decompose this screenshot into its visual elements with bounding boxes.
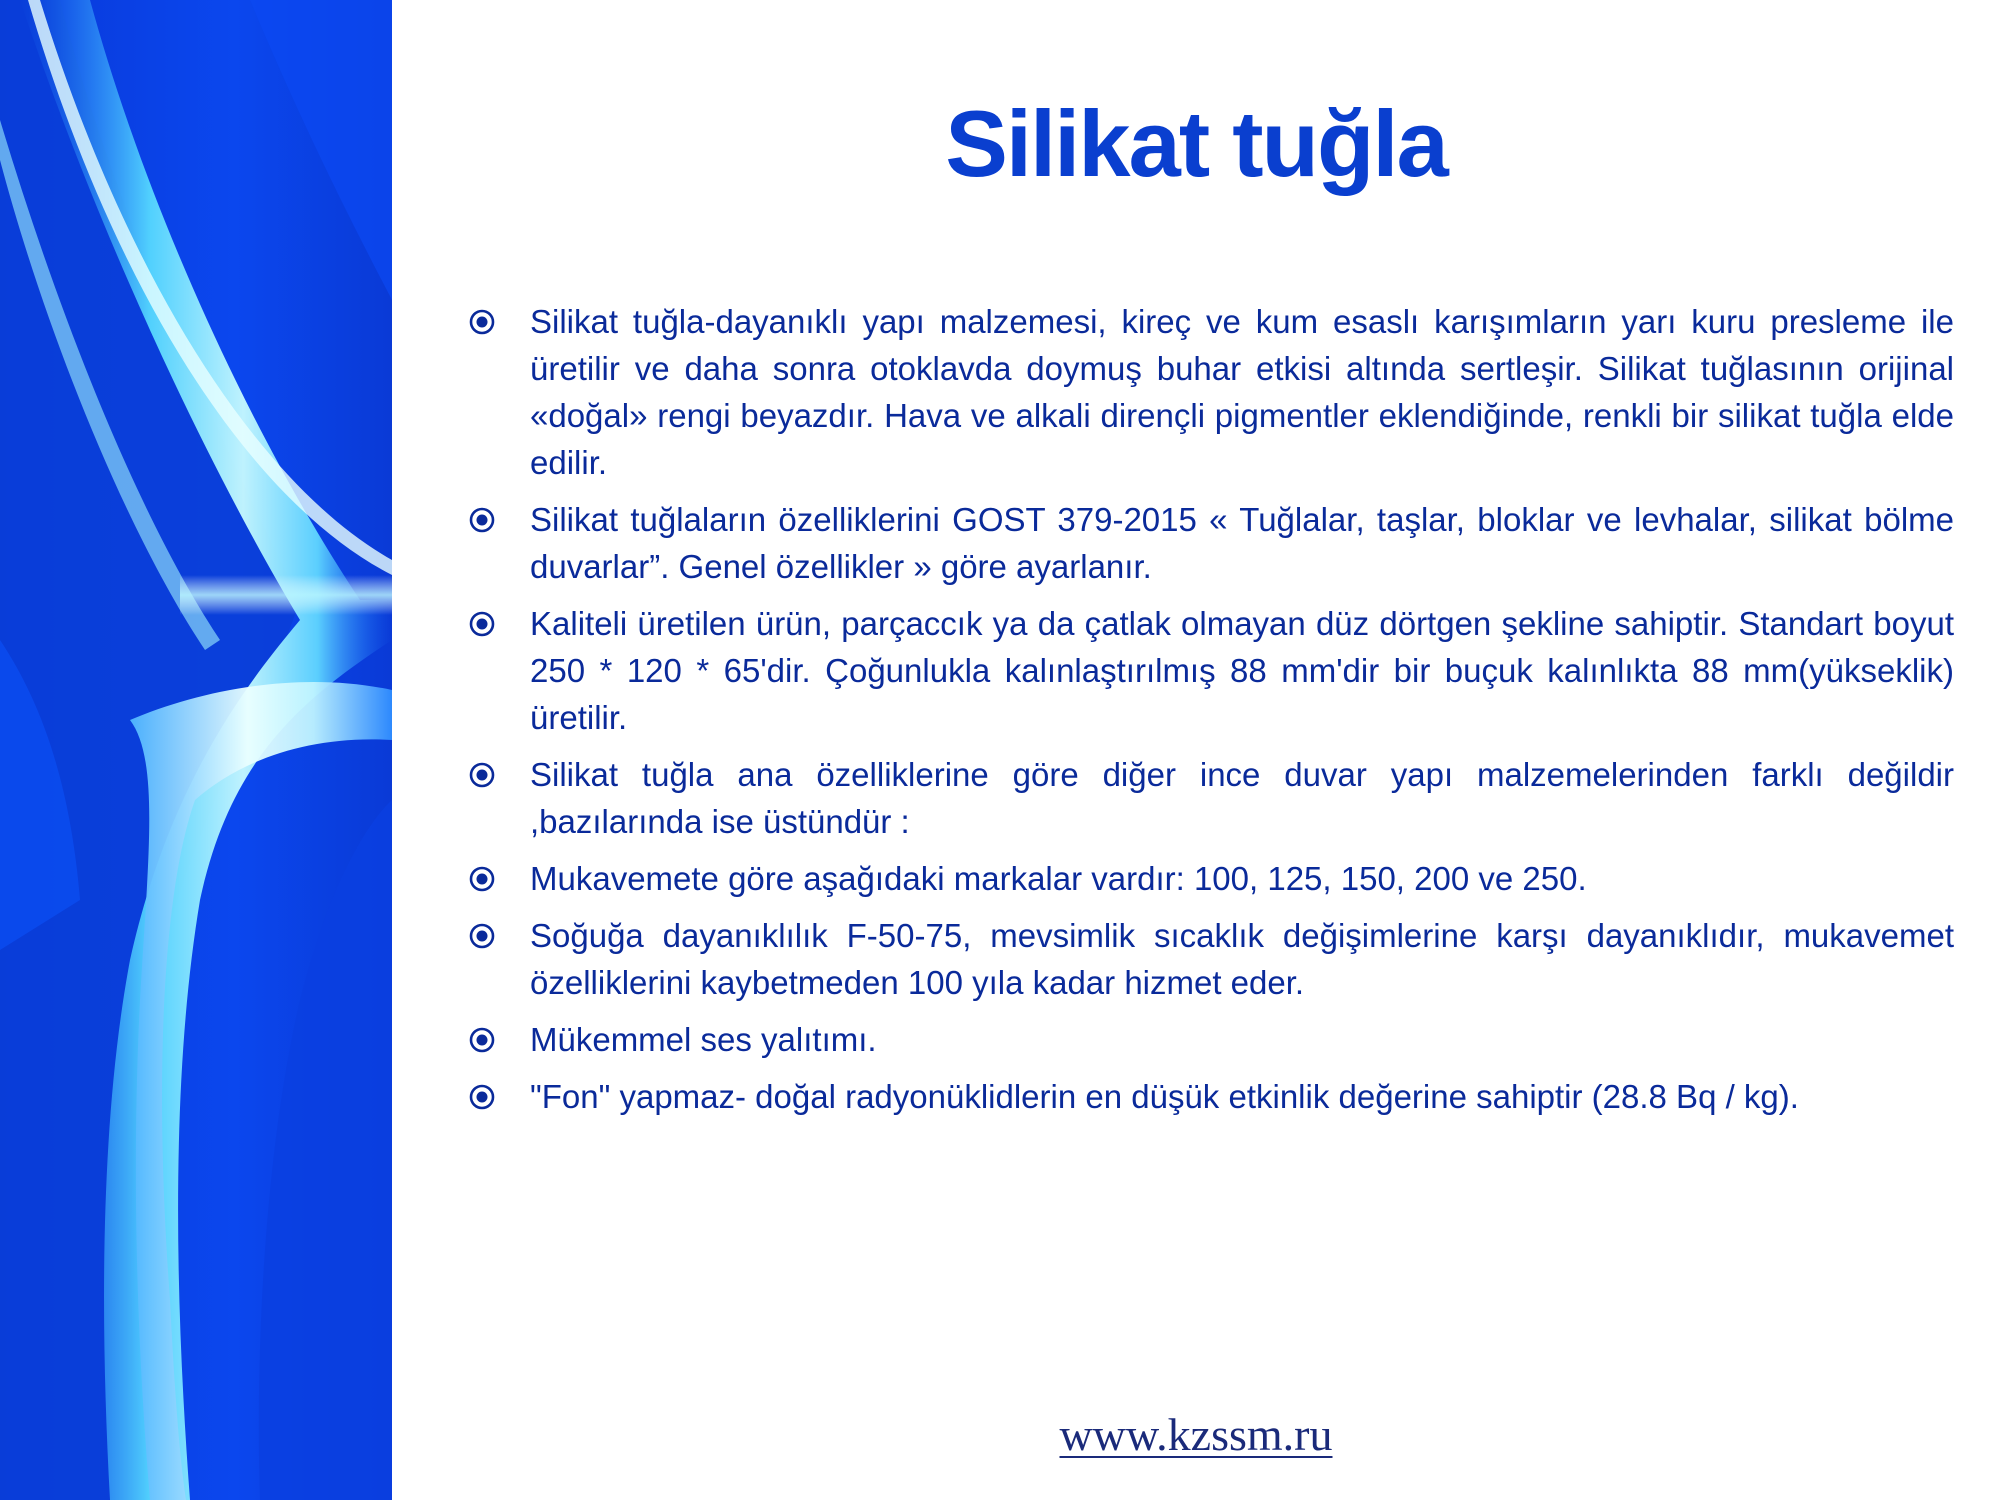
list-item — [468, 1073, 1954, 1120]
circled-dot-icon — [468, 298, 530, 345]
list-item — [468, 1016, 1954, 1063]
list-item — [468, 855, 1954, 902]
decorative-curtain-image — [0, 0, 392, 1500]
bullet-list — [468, 298, 1954, 1130]
list-item — [468, 496, 1954, 590]
list-item — [468, 600, 1954, 741]
circled-dot-icon — [468, 912, 530, 959]
circled-dot-icon — [468, 600, 530, 647]
slide-title: Silikat tuğla — [945, 91, 1447, 196]
circled-dot-icon — [468, 496, 530, 543]
bullet-text: Soğuğa dayanıklılık F-50-75, mevsimlik sıcaklık değişimlerine karşı dayanıklıdır, mukavemet özelliklerini kaybetmeden 100 yıla kadar hizmet eder. — [530, 917, 1954, 1001]
footer-website-link[interactable]: www.kzssm.ru — [1059, 1409, 1333, 1460]
bullet-text: Silikat tuğla ana özelliklerine göre diğer ince duvar yapı malzemelerinden farklı değildir ,bazılarında ise üstündür : — [530, 756, 1954, 840]
list-item — [468, 912, 1954, 1006]
bullet-text: "Fon" yapmaz- doğal radyonüklidlerin en düşük etkinlik değerine sahiptir (28.8 Bq / kg). — [530, 1078, 1799, 1115]
bullet-text: Silikat tuğla-dayanıklı yapı malzemesi, kireç ve kum esaslı karışımların yarı kuru presleme ile üretilir ve daha sonra otoklavda doymuş buhar etkisi altında sertleşir. Silikat tuğlasının orijinal «doğal» rengi beyazdır. Hava ve alkali dirençli pigmentler eklendiğinde, renkli bir silikat tuğla elde edilir. — [530, 303, 1954, 481]
bullet-text: Kaliteli üretilen ürün, parçaccık ya da çatlak olmayan düz dörtgen şekline sahiptir. Standart boyut 250 * 120 * 65'dir. Çoğunlukla kalınlaştırılmış 88 mm'dir bir buçuk kalınlıkta 88 mm(yükseklik) üretilir. — [530, 605, 1954, 736]
bullet-text: Mukavemete göre aşağıdaki markalar vardır: 100, 125, 150, 200 ve 250. — [530, 860, 1587, 897]
circled-dot-icon — [468, 1073, 530, 1120]
circled-dot-icon — [468, 855, 530, 902]
circled-dot-icon — [468, 1016, 530, 1063]
circled-dot-icon — [468, 751, 530, 798]
list-item — [468, 298, 1954, 486]
bullet-text: Silikat tuğlaların özelliklerini GOST 379-2015 « Tuğlalar, taşlar, bloklar ve levhalar, silikat bölme duvarlar”. Genel özellikler » göre ayarlanır. — [530, 501, 1954, 585]
bullet-text: Mükemmel ses yalıtımı. — [530, 1021, 877, 1058]
list-item — [468, 751, 1954, 845]
